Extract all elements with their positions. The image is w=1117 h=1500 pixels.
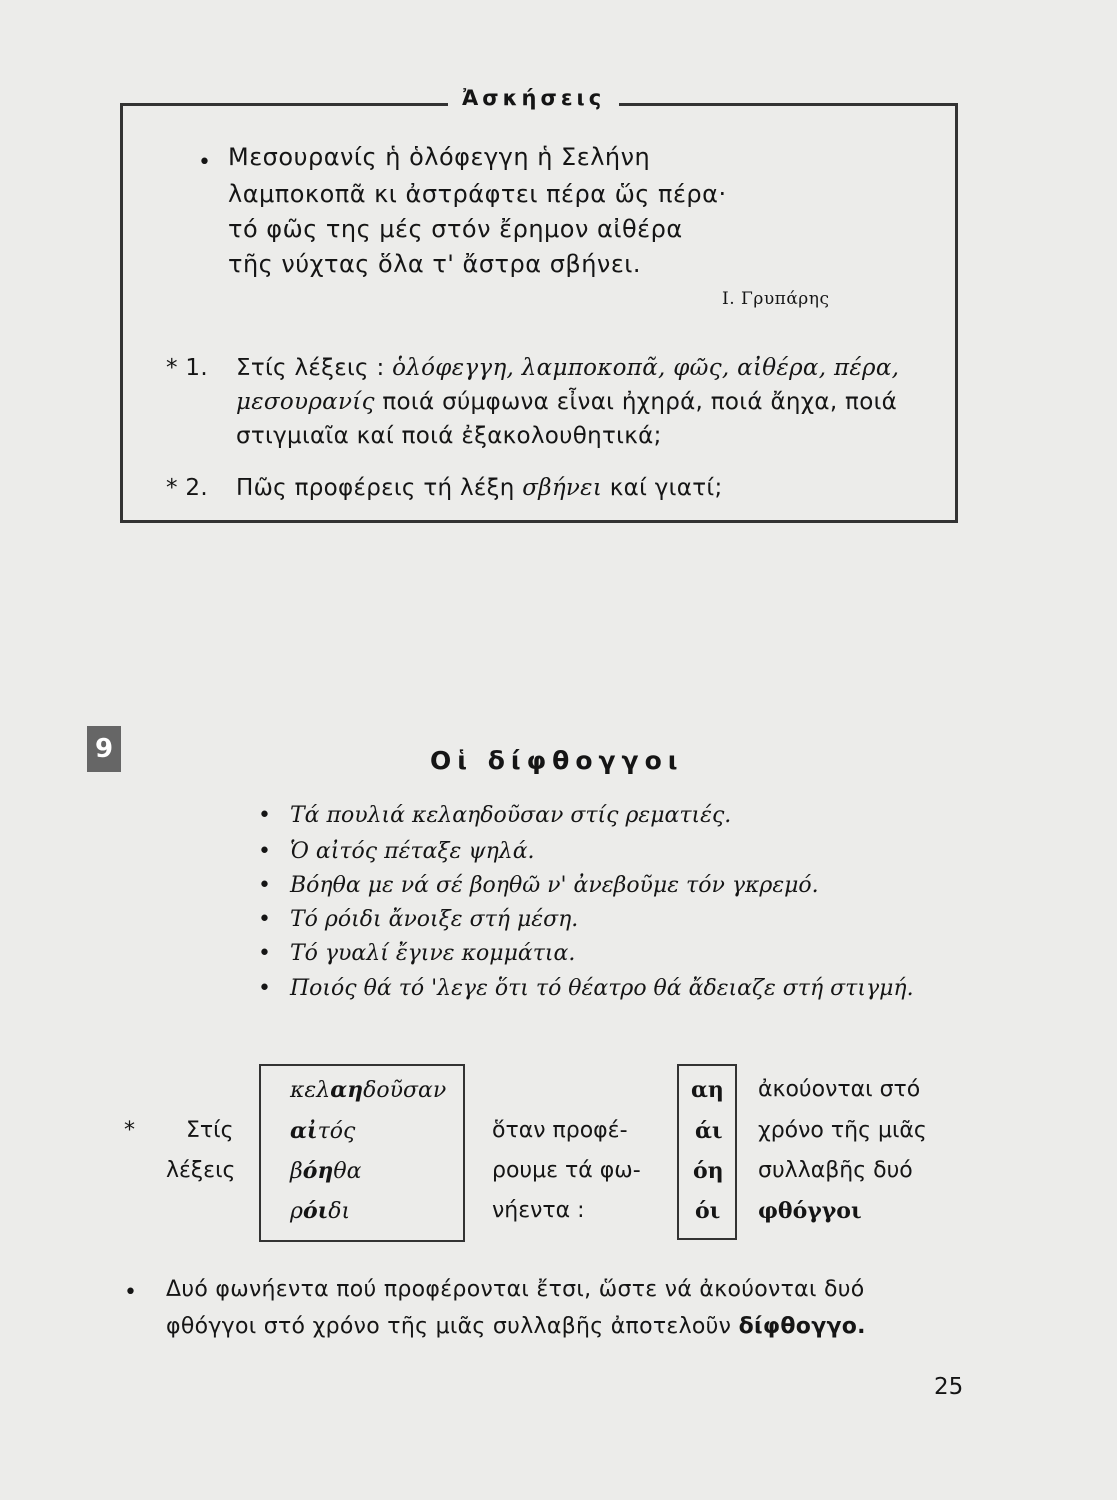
result-text: συλλαβῆς δυό: [758, 1158, 913, 1183]
table-star: *: [124, 1118, 135, 1143]
table-lead: λέξεις: [166, 1158, 236, 1183]
page-number: 25: [934, 1374, 964, 1400]
table-lead: Στίς: [186, 1118, 234, 1143]
question-1-line3: στιγμιαῖα καί ποιά ἐξακολουθητικά;: [236, 423, 662, 449]
middle-text: ρουμε τά φω-: [492, 1158, 641, 1183]
poem-line: λαμποκοπᾶ κι ἀστράφτει πέρα ὥς πέρα·: [228, 180, 727, 208]
poem-line: τό φῶς της μές στόν ἔρημον αἰθέρα: [228, 215, 683, 243]
rule-bullet: •: [124, 1280, 137, 1305]
poem-line: Μεσουρανίς ἡ ὁλόφεγγη ἡ Σελήνη: [228, 143, 651, 171]
word-item: αἰτός: [290, 1118, 356, 1144]
question-1-words: ὁλόφεγγη, λαμποκοπᾶ, φῶς, αἰθέρα, πέρα,: [392, 355, 900, 381]
question-1-line2: μεσουρανίς ποιά σύμφωνα εἶναι ἠχηρά, ποιά ἄηχα, ποιά: [236, 389, 898, 415]
question-2-marker: * 2.: [166, 475, 208, 501]
example-sentence: • Τά πουλιά κελαηδοῦσαν στίς ρεματιές.: [258, 803, 732, 828]
vowel-pair: όη: [693, 1158, 724, 1184]
example-sentence: • Τό ρόιδι ἄνοιξε στή μέση.: [258, 907, 579, 932]
result-text: χρόνο τῆς μιᾶς: [758, 1118, 927, 1143]
result-text: ἀκούονται στό: [758, 1077, 921, 1102]
example-sentence: • Ποιός θά τό 'λεγε ὅτι τό θέατρο θά ἄδειαζε στή στιγμή.: [258, 976, 914, 1001]
middle-text: νήεντα :: [492, 1198, 585, 1223]
example-sentence: • Ὁ αἰτός πέταξε ψηλά.: [258, 839, 535, 864]
word-item: βόηθα: [290, 1158, 362, 1184]
rule-line: φθόγγοι στό χρόνο τῆς μιᾶς συλλαβῆς ἀποτελοῦν δίφθογγο.: [166, 1314, 866, 1339]
rule-line: Δυό φωνήεντα πού προφέρονται ἔτσι, ὥστε νά ἀκούονται δυό: [166, 1277, 865, 1302]
result-text-bold: φθόγγοι: [758, 1198, 862, 1224]
word-item: ρόιδι: [290, 1198, 351, 1224]
section-title: Οἱ δίφθογγοι: [430, 746, 684, 775]
exercise-title: Ἀσκήσεις: [448, 86, 619, 110]
example-sentence: • Βόηθα με νά σέ βοηθῶ ν' ἀνεβοῦμε τόν γκρεμό.: [258, 873, 819, 898]
section-number-badge: 9: [87, 726, 121, 772]
poem-line: τῆς νύχτας ὅλα τ' ἄστρα σβήνει.: [228, 250, 642, 278]
example-sentence: • Τό γυαλί ἔγινε κομμάτια.: [258, 941, 576, 966]
vowel-pair: αη: [691, 1077, 724, 1103]
word-item: κελαηδοῦσαν: [290, 1077, 447, 1103]
question-1-lead: Στίς λέξεις : ὁλόφεγγη, λαμποκοπᾶ, φῶς, αἰθέρα, πέρα,: [236, 355, 900, 381]
middle-text: ὅταν προφέ-: [492, 1118, 628, 1143]
question-2-text: Πῶς προφέρεις τή λέξη σβήνει καί γιατί;: [236, 475, 723, 501]
vowel-pair: άι: [695, 1118, 723, 1144]
question-1-marker: * 1.: [166, 355, 208, 381]
vowel-pair: όι: [695, 1198, 721, 1224]
poem-author: Ι. Γρυπάρης: [722, 289, 830, 309]
poem-bullet: •: [198, 150, 211, 175]
